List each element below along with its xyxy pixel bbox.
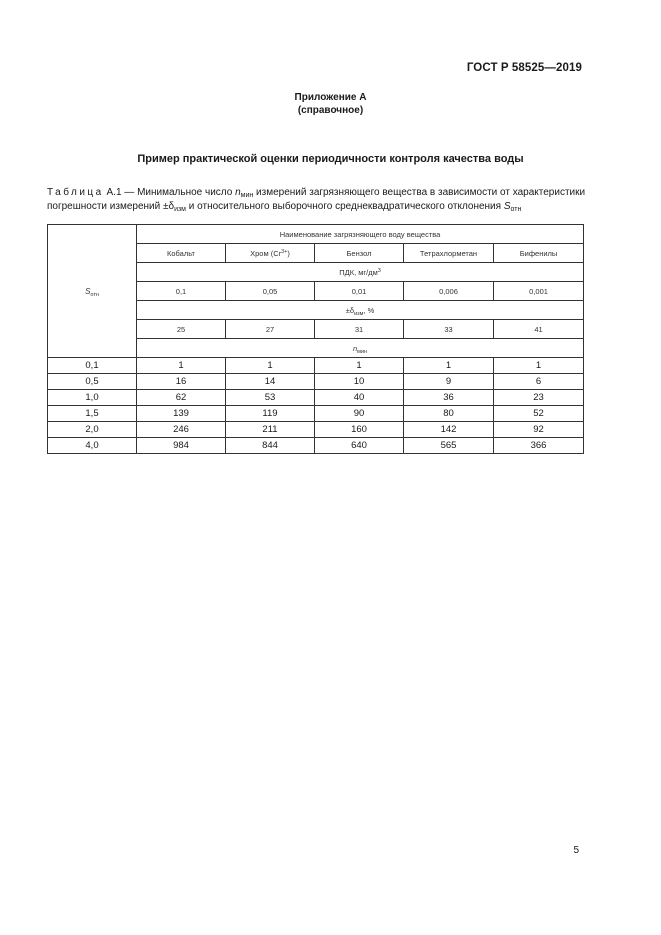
nmin-value: 40 — [315, 390, 404, 406]
nmin-value: 142 — [404, 422, 494, 438]
pdk-value: 0,05 — [226, 282, 315, 301]
delta-value: 25 — [137, 320, 226, 339]
s-value: 2,0 — [48, 422, 137, 438]
nmin-value: 366 — [494, 438, 584, 454]
s-subscript: отн — [510, 206, 522, 213]
nmin-value: 52 — [494, 406, 584, 422]
nmin-value: 16 — [137, 374, 226, 390]
s-value: 1,5 — [48, 406, 137, 422]
s-value: 1,0 — [48, 390, 137, 406]
nmin-value: 984 — [137, 438, 226, 454]
delta-header: $\pm\delta_{изм}$, % — [137, 301, 584, 320]
nmin-value: 139 — [137, 406, 226, 422]
substance-name: Хром $(Cr^{3+})$ — [226, 244, 315, 263]
nmin-value: 211 — [226, 422, 315, 438]
nmin-value: 1 — [226, 358, 315, 374]
data-table — [47, 224, 584, 454]
nmin-value: 1 — [404, 358, 494, 374]
s-value: 0,5 — [48, 374, 137, 390]
pdk-value: 0,1 — [137, 282, 226, 301]
caption-number: А.1 — — [106, 187, 135, 198]
nmin-value: 14 — [226, 374, 315, 390]
nmin-value: 246 — [137, 422, 226, 438]
nmin-value: 9 — [404, 374, 494, 390]
table-row — [48, 358, 584, 374]
nmin-value: 53 — [226, 390, 315, 406]
substance-group-header: Наименование загрязняющего воду вещества — [137, 225, 584, 244]
caption-text-2: измерений загрязняющего вещества в зависимости от характеристики — [256, 187, 586, 198]
nmin-value: 1 — [315, 358, 404, 374]
delta-value: 31 — [315, 320, 404, 339]
caption-text-4: и относительного выборочного среднеквадратического отклонения — [188, 201, 502, 212]
s-value: 4,0 — [48, 438, 137, 454]
s-otn-header: $S_{отн}$ — [48, 225, 137, 358]
n-subscript: мин — [240, 192, 254, 199]
table-row — [48, 374, 584, 390]
table-row — [48, 406, 584, 422]
substance-name: Бифенилы — [494, 244, 584, 263]
nmin-value: 844 — [226, 438, 315, 454]
s-symbol: S — [503, 201, 511, 212]
pdk-value: 0,01 — [315, 282, 404, 301]
delta-value: 27 — [226, 320, 315, 339]
pdk-header: ПДК, $мг/дм^3$ — [137, 263, 584, 282]
table-caption — [47, 186, 587, 214]
nmin-value: 1 — [494, 358, 584, 374]
nmin-value: 565 — [404, 438, 494, 454]
table-row — [48, 438, 584, 454]
nmin-value: 119 — [226, 406, 315, 422]
substance-name: Тетрахлорметан — [404, 244, 494, 263]
substance-name: Кобальт — [137, 244, 226, 263]
page-number: 5 — [573, 845, 579, 856]
nmin-value: 1 — [137, 358, 226, 374]
nmin-value: 80 — [404, 406, 494, 422]
nmin-value: 90 — [315, 406, 404, 422]
delta-value: 41 — [494, 320, 584, 339]
appendix-subtitle: (справочное) — [297, 105, 364, 116]
nmin-value: 36 — [404, 390, 494, 406]
caption-text-1: Минимальное число — [137, 187, 233, 198]
table-row — [48, 390, 584, 406]
appendix-block — [0, 91, 661, 117]
appendix-title: Приложение А — [294, 92, 367, 103]
standard-code: ГОСТ Р 58525—2019 — [466, 62, 582, 74]
n-symbol: n — [235, 187, 241, 198]
section-heading: Пример практической оценки периодичности контроля качества воды — [137, 153, 524, 165]
pdk-value: 0,001 — [494, 282, 584, 301]
pdk-value: 0,006 — [404, 282, 494, 301]
s-value: 0,1 — [48, 358, 137, 374]
nmin-value: 6 — [494, 374, 584, 390]
nmin-value: 23 — [494, 390, 584, 406]
delta-value: 33 — [404, 320, 494, 339]
nmin-value: 10 — [315, 374, 404, 390]
nmin-value: 640 — [315, 438, 404, 454]
caption-text-3: погрешности измерений ±δ — [47, 201, 175, 212]
substance-name: Бензол — [315, 244, 404, 263]
delta-subscript: изм — [174, 206, 186, 213]
table-row — [48, 422, 584, 438]
nmin-value: 92 — [494, 422, 584, 438]
nmin-value: 160 — [315, 422, 404, 438]
caption-label: Таблица — [47, 187, 104, 198]
nmin-header: $n_{мин}$ — [137, 339, 584, 358]
nmin-value: 62 — [137, 390, 226, 406]
